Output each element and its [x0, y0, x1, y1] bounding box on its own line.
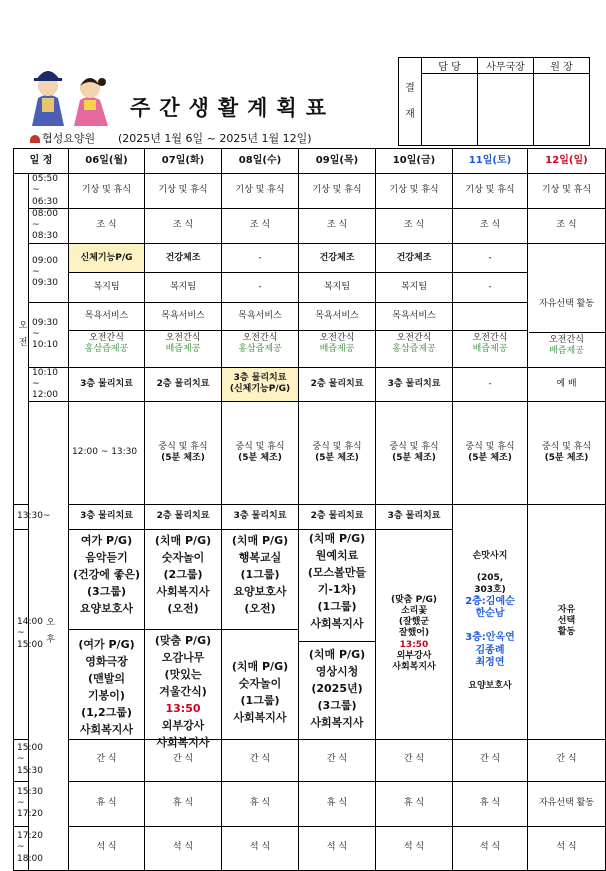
cell-pt-am-sat: -: [453, 367, 528, 402]
period-pm: 오후: [29, 402, 69, 870]
cell-snack-pm: 간 식: [528, 739, 606, 781]
cell-pt-am-thu: 2층 물리치료: [299, 367, 376, 402]
approval-role-director: 원 장: [534, 58, 590, 74]
approval-label: 결 재: [399, 58, 422, 146]
day-header-mon: 06일(월): [69, 149, 145, 174]
cell-sun-free-activity-evening: 자유선택 활동: [528, 781, 606, 826]
cell-bath-snack-wed: 목욕서비스 오전간식 홍삼즙제공: [222, 302, 299, 367]
cell-program-thu: 건강체조 복지팀: [299, 243, 376, 302]
cell-program-wed-pm: (치매 P/G) 행복교실 (1그룹) 요양보호사 (오전) (치매 P/G) 숫자놀이 (1그룹) 사회복지사: [222, 529, 299, 739]
approval-role-manager: 사무국장: [478, 58, 534, 74]
cell-dinner: 석 식: [145, 826, 222, 870]
cell-program-fri-pm: (맞춤 P/G) 소리꽃 (잘했군 잘했어) 13:50 외부강사 사회복지사: [376, 529, 453, 739]
cell-program-tue: 건강체조 복지팀: [145, 243, 222, 302]
cell-sun-free-activity: 자유선택 활동: [528, 243, 606, 367]
cell-snack-pm: 간 식: [453, 739, 528, 781]
cell-bath-snack-fri: 목욕서비스 오전간식 홍삼즙제공: [376, 302, 453, 367]
cell-lunch: 중식 및 휴식 (5분 체조): [453, 402, 528, 504]
time-slot: 08:00 ~ 08:30: [29, 208, 69, 243]
time-slot: 09:00 ~ 09:30: [29, 243, 69, 302]
cell-bath-snack-mon: 목욕서비스 오전간식 홍삼즙제공: [69, 302, 145, 367]
cell-wake: 기상 및 휴식: [376, 174, 453, 209]
cell-pt-am-mon: 3층 물리치료: [69, 367, 145, 402]
time-slot: 15:30 ~ 17:20: [14, 781, 29, 826]
cell-program-mon: 신체기능P/G 복지팀: [69, 243, 145, 302]
cell-breakfast: 조 식: [453, 208, 528, 243]
cell-sun-free-activity-pm: 자유 선택 활동: [528, 504, 606, 739]
cell-program-thu-pm: (치매 P/G) 원예치료 (모스볼만들 기-1차) (1그룹) 사회복지사 (치매 P/G) 영상시청 (2025년) (3그룹) 사회복지사: [299, 529, 376, 739]
time-slot: 12:00 ~ 13:30: [69, 402, 145, 504]
day-header-sun: 12일(일): [528, 149, 606, 174]
cell-pt-am-wed: 3층 물리치료 (신체기능P/G): [222, 367, 299, 402]
cell-bath-snack-thu: 목욕서비스 오전간식 배즙제공: [299, 302, 376, 367]
cell-bath-snack-tue: 목욕서비스 오전간식 배즙제공: [145, 302, 222, 367]
cell-pt-am-fri: 3층 물리치료: [376, 367, 453, 402]
approval-sign-staff: [422, 74, 478, 146]
cell-dinner: 석 식: [69, 826, 145, 870]
cell-program-wed: - -: [222, 243, 299, 302]
cell-snack-pm: 간 식: [376, 739, 453, 781]
cell-program-tue-pm: (치매 P/G) 숫자놀이 (2그룹) 사회복지사 (오전) (맞춤 P/G) 오감나무 (맛있는 겨울간식) 13:50 외부강사 사회복지사: [145, 529, 222, 739]
period-am: 오전: [14, 174, 29, 505]
cell-lunch: 중식 및 휴식 (5분 체조): [145, 402, 222, 504]
approval-sign-manager: [478, 74, 534, 146]
cell-wake: 기상 및 휴식: [145, 174, 222, 209]
time-slot: 14:00 ~ 15:00: [14, 529, 29, 739]
cell-breakfast: 조 식: [528, 208, 606, 243]
day-header-sat: 11일(토): [453, 149, 528, 174]
cell-worship-sun: 예 배: [528, 367, 606, 402]
approval-role-staff: 담 당: [422, 58, 478, 74]
period-header: 일 정: [14, 149, 69, 174]
cell-lunch: 중식 및 휴식 (5분 체조): [528, 402, 606, 504]
cell-breakfast: 조 식: [69, 208, 145, 243]
time-slot: 05:50 ~ 06:30: [29, 174, 69, 209]
cell-rest: 휴 식: [453, 781, 528, 826]
cell-lunch: 중식 및 휴식 (5분 체조): [376, 402, 453, 504]
cell-snack-pm: 간 식: [299, 739, 376, 781]
cell-wake: 기상 및 휴식: [453, 174, 528, 209]
cell-rest: 휴 식: [299, 781, 376, 826]
time-slot: 17:20 ~ 18:00: [14, 826, 29, 870]
cell-dinner: 석 식: [376, 826, 453, 870]
time-slot: 10:10 ~ 12:00: [29, 367, 69, 402]
time-slot: 09:30 ~ 10:10: [29, 302, 69, 367]
weekly-schedule-table: [13, 148, 606, 871]
organization-name: 협성요양원: [30, 130, 95, 146]
cell-pt-pm-wed: 3층 물리치료: [222, 504, 299, 529]
cell-program-fri: 건강체조 복지팀: [376, 243, 453, 302]
schedule-period: (2025년 1월 6일 ~ 2025년 1월 12일): [118, 132, 312, 145]
day-header-fri: 10일(금): [376, 149, 453, 174]
day-header-tue: 07일(화): [145, 149, 222, 174]
time-slot: 13:30~: [14, 504, 29, 529]
day-header-thu: 09일(목): [299, 149, 376, 174]
cell-dinner: 석 식: [299, 826, 376, 870]
cell-wake: 기상 및 휴식: [299, 174, 376, 209]
cell-breakfast: 조 식: [145, 208, 222, 243]
cell-pt-pm-mon: 3층 물리치료: [69, 504, 145, 529]
cell-dinner: 석 식: [222, 826, 299, 870]
cell-breakfast: 조 식: [376, 208, 453, 243]
time-slot: 15:00 ~ 15:30: [14, 739, 29, 781]
cell-rest: 휴 식: [376, 781, 453, 826]
cell-dinner: 석 식: [528, 826, 606, 870]
cell-rest: 휴 식: [222, 781, 299, 826]
cell-snack-am-sun: 오전간식 배즙제공: [529, 332, 605, 366]
cell-pt-am-tue: 2층 물리치료: [145, 367, 222, 402]
cell-snack-pm: 간 식: [145, 739, 222, 781]
cell-rest: 휴 식: [145, 781, 222, 826]
org-logo-icon: [30, 135, 40, 143]
page-title: 주간생활계획표: [130, 96, 336, 120]
cell-bath-snack-sat: 오전간식 배즙제공: [453, 302, 528, 367]
cell-dinner: 석 식: [453, 826, 528, 870]
approval-table: [398, 57, 590, 146]
cell-lunch: 중식 및 휴식 (5분 체조): [222, 402, 299, 504]
cell-snack-pm: 간 식: [222, 739, 299, 781]
cell-wake: 기상 및 휴식: [222, 174, 299, 209]
cell-pt-pm-thu: 2층 물리치료: [299, 504, 376, 529]
hanbok-couple-illustration: [26, 64, 114, 128]
cell-program-mon-pm: 여가 P/G) 음악듣기 (건강에 좋은) (3그룹) 요양보호사 (여가 P/G) 영화극장 (맨발의 기봉이) (1,2그룹) 사회복지사: [69, 529, 145, 739]
cell-breakfast: 조 식: [222, 208, 299, 243]
cell-wake: 기상 및 휴식: [528, 174, 606, 209]
day-header-wed: 08일(수): [222, 149, 299, 174]
cell-program-sat: - -: [453, 243, 528, 302]
cell-pt-pm-fri: 3층 물리치료: [376, 504, 453, 529]
cell-rest: 휴 식: [69, 781, 145, 826]
cell-snack-pm: 간 식: [69, 739, 145, 781]
cell-program-sat-pm: 손맛사지 (205, 303호) 2층:김예순 한순남 3층:안옥연 김종례 최정연 요양보호사: [453, 504, 528, 739]
cell-lunch: 중식 및 휴식 (5분 체조): [299, 402, 376, 504]
cell-breakfast: 조 식: [299, 208, 376, 243]
cell-pt-pm-tue: 2층 물리치료: [145, 504, 222, 529]
approval-sign-director: [534, 74, 590, 146]
cell-wake: 기상 및 휴식: [69, 174, 145, 209]
